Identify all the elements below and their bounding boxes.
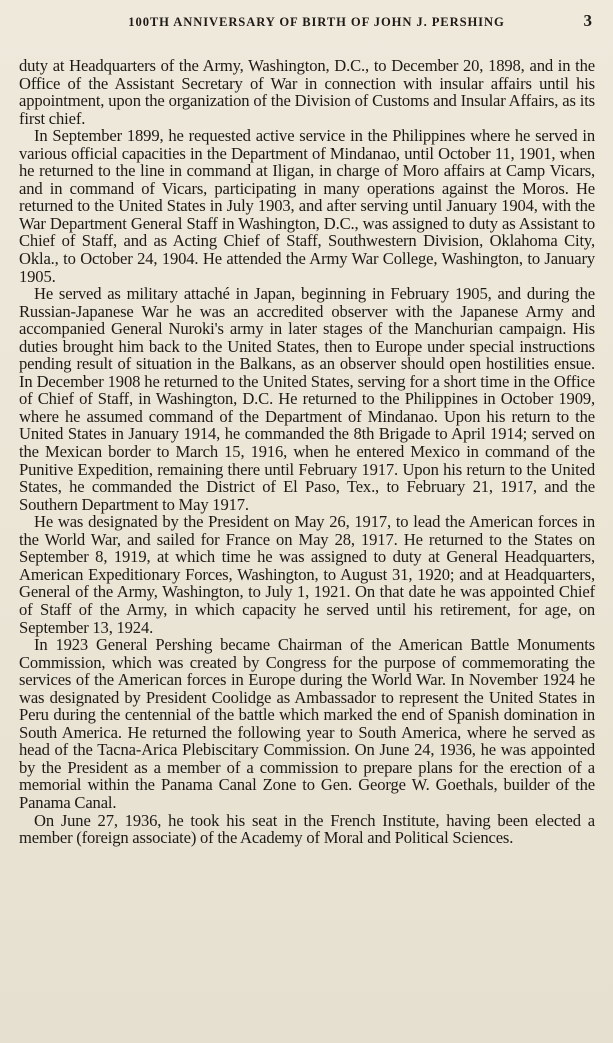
paragraph-french-institute: On June 27, 1936, he took his seat in the French Institute, having been elected a member (foreign associate) of the Academy of Moral and Political Sciences. — [19, 810, 595, 848]
paragraph-battle-monuments: In 1923 General Pershing became Chairman of the American Battle Monuments Commission, which was created by Congress for the purpose of commemorating the services of the American forces in Europe during the World War. In November 1924 he was designated by President Coolidge as Ambassador to represent the United States in Peru during the centennial of the battle which marked the end of Spanish domination in South America. He returned the following year to South America, where he served as head of the Tacna-Arica Plebiscitary Commission. On June 24, 1936, he was appointed by the President as a member of a commission to prepare plans for the erection of a memorial within the Panama Canal Zone to Gen. George W. Goethals, builder of the Panama Canal. — [19, 635, 595, 812]
paragraph-philippines-service: In September 1899, he requested active service in the Philippines where he served in various official capacities in the Department of Mindanao, until October 11, 1901, when he returned to the line in command at Iligan, in charge of Moro affairs at Camp Vicars, and in command of Vicars, participating in many operations against the Moros. He returned to the United States in July 1903, and after serving until January 1904, with the War Department General Staff in Washington, D.C., was assigned to duty as Assistant to Chief of Staff, and as Acting Chief of Staff, Southwestern Division, Oklahoma City, Okla., to October 24, 1904. He attended the Army War College, Washington, to January 1905. — [19, 126, 595, 286]
paragraph-world-war: He was designated by the President on May 26, 1917, to lead the American forces in the World War, and sailed for France on May 28, 1917. He returned to the States on September 8, 1919, at which time he was assigned to duty at General Headquarters, American Expeditionary Forces, Washington, to August 31, 1920; and at Headquarters, General of the Army, Washington, to July 1, 1921. On that date he was appointed Chief of Staff of the Army, in which capacity he served until his retirement, for age, on September 13, 1924. — [19, 512, 595, 637]
paragraph-continued: duty at Headquarters of the Army, Washington, D.C., to December 20, 1898, and in the Office of the Assistant Secretary of War in connection with insular affairs until his appointment, upon the organization of the Division of Customs and Insular Affairs, as its first chief. — [19, 56, 595, 128]
body-text — [19, 57, 595, 847]
paragraph-military-attache: He served as military attaché in Japan, beginning in February 1905, and during the Russian-Japanese War he was an accredited observer with the Japanese Army and accompanied General Nuroki's army in later stages of the Manchurian campaign. His duties brought him back to the United States, then to Europe under special instructions pending result of situation in the Balkans, as an observer should open hostilities ensue. In December 1908 he returned to the United States, serving for a short time in the Office of Chief of Staff, in Washington, D.C. He returned to the Philippines in October 1909, where he assumed command of the Department of Mindanao. Upon his return to the United States in January 1914, he commanded the 8th Brigade to April 1914; served on the Mexican border to March 15, 1916, when he entered Mexico in command of the Punitive Expedition, remaining there until February 1917. Upon his return to the United States, he commanded the District of El Paso, Tex., to February 21, 1917, and the Southern Department to May 1917. — [19, 284, 595, 514]
running-head — [19, 11, 595, 35]
page-number: 3 — [583, 11, 592, 30]
running-title: 100TH ANNIVERSARY OF BIRTH OF JOHN J. PERSHING — [128, 15, 505, 29]
